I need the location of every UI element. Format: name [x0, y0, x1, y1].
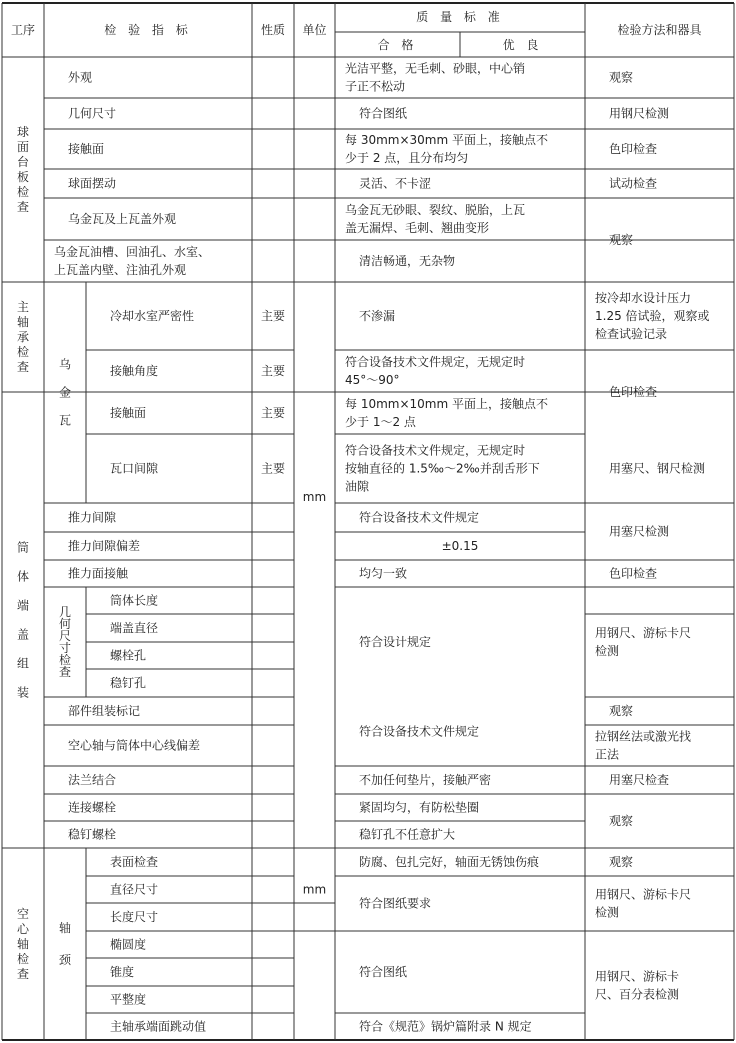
- method-text: 用塞尺检查: [609, 773, 670, 787]
- subsection-label: 尺: [58, 629, 72, 643]
- header-method: 检验方法和器具: [617, 23, 702, 37]
- header-qualified: 合 格: [377, 38, 418, 52]
- standard-text: 不加任何垫片，接触严密: [359, 773, 492, 787]
- section-label: 端: [16, 598, 30, 613]
- standard-text: 符合设备技术文件规定，无规定时: [345, 443, 526, 458]
- nature-text: 主要: [260, 309, 286, 323]
- subsection-label: 瓦: [58, 413, 72, 428]
- item-text: 连接螺栓: [68, 800, 117, 815]
- nature-text: 主要: [260, 461, 286, 476]
- method-text: 观察: [609, 70, 634, 85]
- item-text: 接触面: [68, 142, 105, 156]
- header-process: 工序: [10, 23, 36, 37]
- method-text: 尺、百分表检测: [595, 987, 680, 1002]
- item-text: 端盖直径: [110, 621, 159, 635]
- nature-text: 主要: [260, 364, 286, 378]
- item-text: 外观: [68, 70, 93, 85]
- standard-text: 防腐、包扎完好，轴面无锈蚀伤痕: [359, 855, 540, 869]
- standard-text: 盖无漏焊、毛刺、翘曲变形: [345, 221, 490, 235]
- standard-text: 不渗漏: [359, 309, 396, 323]
- standard-text: 油隙: [345, 479, 370, 494]
- subsection-label: 金: [58, 385, 72, 400]
- item-text: 表面检查: [110, 855, 159, 869]
- item-text: 平整度: [110, 992, 147, 1007]
- item-text: 接触角度: [110, 364, 159, 378]
- method-text: 用钢尺检测: [609, 106, 670, 121]
- method-text: 用钢尺、游标卡尺: [595, 626, 692, 640]
- item-text: 筒体长度: [110, 593, 159, 608]
- standard-text: 符合设备技术文件规定: [359, 510, 480, 525]
- header-unit: 单位: [302, 23, 327, 37]
- standard-text: 符合图纸: [359, 965, 408, 979]
- unit-text: mm: [302, 490, 327, 504]
- method-text: 检测: [595, 905, 620, 920]
- section-label: 组: [16, 656, 30, 671]
- section-label: 承: [16, 330, 30, 344]
- standard-text: 符合图纸要求: [359, 896, 432, 911]
- subsection-label: 轴: [58, 921, 72, 935]
- method-text: 观察: [609, 814, 634, 828]
- method-text: 拉钢丝法或激光找: [595, 729, 692, 744]
- standard-text: 符合设计规定: [359, 635, 432, 649]
- method-text: 按冷却水设计压力: [595, 291, 692, 305]
- item-text: 椭圆度: [110, 937, 147, 952]
- item-text: 几何尺寸: [68, 106, 117, 121]
- method-text: 检测: [595, 644, 620, 658]
- standard-text: 少于 2 点，且分布均匀: [345, 151, 469, 165]
- section-label: 面: [16, 140, 30, 154]
- standard-text: 符合图纸: [359, 106, 408, 121]
- standard-text: 45°～90°: [345, 373, 400, 387]
- section-label: 筒: [16, 540, 30, 555]
- section-label: 装: [16, 685, 30, 700]
- item-text: 冷却水室严密性: [110, 309, 195, 323]
- item-text: 推力间隙: [68, 510, 117, 525]
- method-text: 色印检查: [609, 142, 658, 156]
- method-text: 色印检查: [609, 385, 658, 399]
- method-text: 用钢尺、游标卡尺: [595, 887, 692, 902]
- standard-text: 清洁畅通，无杂物: [359, 254, 456, 268]
- section-label: 检: [16, 185, 30, 199]
- standard-text: 乌金瓦无砂眼、裂纹、脱胎，上瓦: [345, 203, 526, 217]
- section-label: 体: [16, 569, 30, 584]
- standard-text: 每 30mm×30mm 平面上，接触点不: [345, 133, 548, 147]
- nature-text: 主要: [260, 406, 286, 420]
- standard-text: 子正不松动: [345, 79, 406, 94]
- header-nature: 性质: [260, 23, 286, 37]
- method-text: 用钢尺、游标卡: [595, 969, 680, 984]
- subsection-label: 几: [58, 605, 72, 619]
- section-label: 心: [16, 922, 30, 936]
- item-text: 瓦口间隙: [110, 461, 159, 476]
- item-text: 推力面接触: [68, 566, 129, 581]
- standard-text: 紧固均匀，有防松垫圈: [359, 800, 480, 815]
- section-label: 球: [16, 125, 30, 139]
- method-text: 观察: [609, 233, 634, 247]
- standard-text: 光洁平整，无毛刺、砂眼，中心销: [345, 61, 526, 76]
- item-text: 稳钉孔: [110, 676, 147, 690]
- standard-text: 稳钉孔不任意扩大: [359, 827, 456, 842]
- method-text: 色印检查: [609, 566, 658, 581]
- standard-text: 按轴直径的 1.5‰～2‰并刮舌形下: [345, 461, 540, 476]
- item-text: 螺栓孔: [110, 648, 147, 663]
- item-text: 法兰结合: [68, 773, 117, 787]
- section-label: 查: [16, 360, 30, 374]
- section-label: 盖: [16, 627, 30, 642]
- standard-text: 符合设备技术文件规定: [359, 724, 480, 739]
- method-text: 用塞尺检测: [609, 524, 670, 539]
- standard-text: 少于 1～2 点: [345, 415, 416, 429]
- item-text: 球面摆动: [68, 176, 117, 191]
- method-text: 检查试验记录: [595, 327, 668, 341]
- item-text: 稳钉螺栓: [68, 827, 117, 842]
- standard-text: ±0.15: [441, 539, 479, 553]
- standard-text: 灵活、不卡涩: [359, 176, 432, 191]
- item-text: 乌金瓦及上瓦盖外观: [68, 212, 177, 226]
- item-text: 长度尺寸: [110, 910, 159, 924]
- standard-text: 符合设备技术文件规定，无规定时: [345, 355, 526, 369]
- header-item: 检 验 指 标: [104, 23, 192, 37]
- subsection-label: 检: [58, 653, 72, 667]
- standard-text: 符合《规范》锅炉篇附录 N 规定: [359, 1019, 532, 1034]
- subsection-label: 颈: [58, 953, 72, 967]
- unit-text: mm: [302, 882, 327, 897]
- item-text: 直径尺寸: [110, 882, 159, 897]
- section-label: 轴: [16, 315, 30, 329]
- item-text: 锥度: [110, 965, 135, 979]
- section-label: 查: [16, 200, 30, 214]
- subsection-label: 寸: [58, 641, 72, 655]
- section-label: 检: [16, 345, 30, 359]
- item-text: 推力间隙偏差: [68, 539, 141, 553]
- method-text: 观察: [609, 704, 634, 718]
- method-text: 观察: [609, 855, 634, 869]
- standard-text: 每 10mm×10mm 平面上，接触点不: [345, 397, 548, 411]
- section-label: 轴: [16, 937, 30, 951]
- section-label: 检: [16, 952, 30, 966]
- subsection-label: 乌: [58, 357, 72, 372]
- subsection-label: 查: [58, 665, 72, 679]
- item-text: 乌金瓦油槽、回油孔、水室、: [54, 245, 211, 259]
- subsection-label: 何: [58, 617, 72, 631]
- item-text: 空心轴与筒体中心线偏差: [68, 738, 201, 753]
- method-text: 用塞尺、钢尺检测: [609, 461, 706, 476]
- header-standard: 质 量 标 准: [416, 10, 504, 24]
- section-label: 主: [16, 300, 30, 314]
- method-text: 正法: [595, 747, 620, 762]
- standard-text: 均匀一致: [359, 566, 408, 581]
- item-text: 接触面: [110, 406, 147, 420]
- section-label: 板: [16, 170, 30, 184]
- method-text: 试动检查: [609, 176, 658, 191]
- header-excellent: 优 良: [502, 38, 543, 52]
- item-text: 主轴承端面跳动值: [110, 1019, 207, 1034]
- item-text: 部件组装标记: [68, 704, 141, 718]
- item-text: 上瓦盖内壁、注油孔外观: [54, 263, 187, 277]
- section-label: 查: [16, 967, 30, 981]
- method-text: 1.25 倍试验，观察或: [595, 309, 710, 323]
- section-label: 台: [16, 155, 30, 169]
- section-label: 空: [16, 907, 30, 921]
